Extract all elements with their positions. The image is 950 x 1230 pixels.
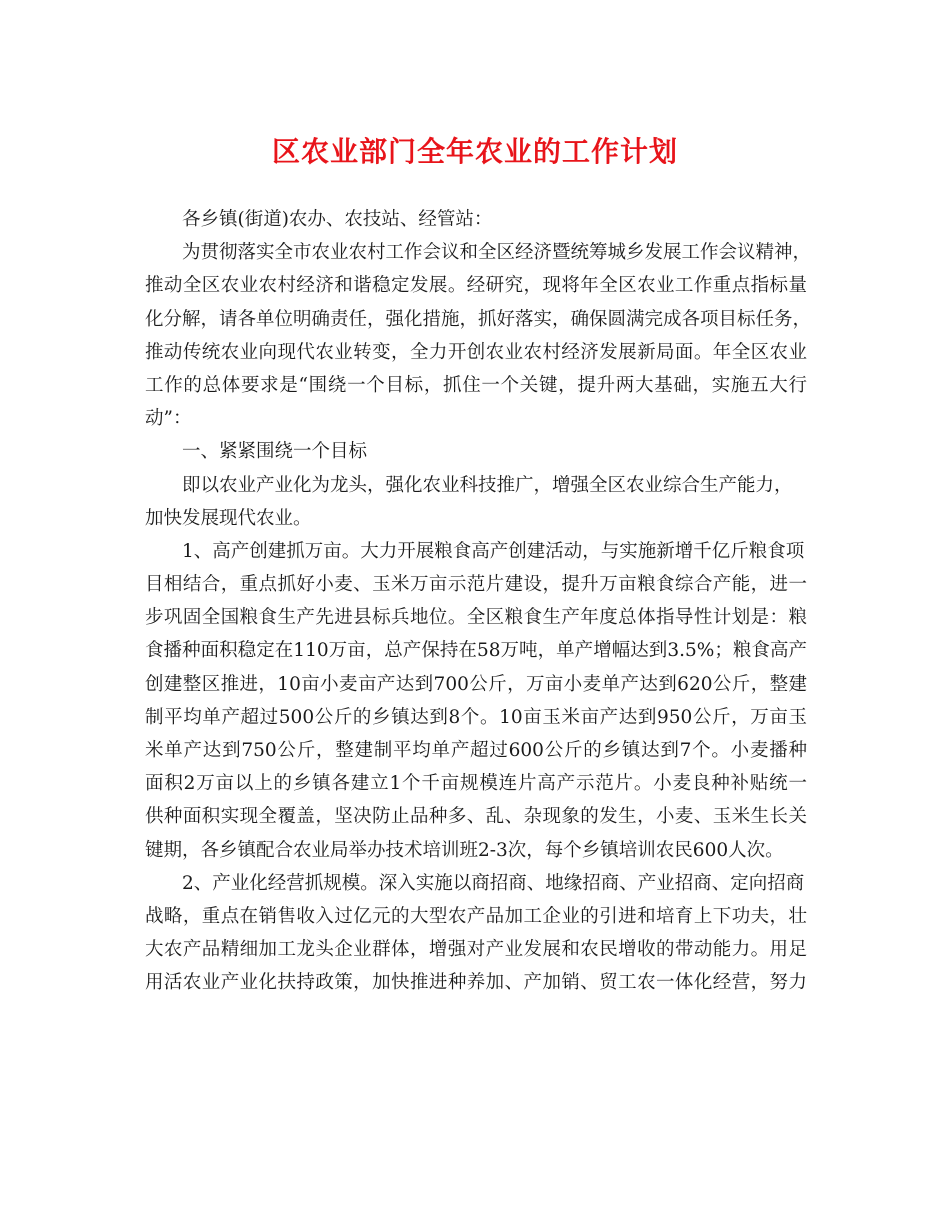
paragraph-line: 动”：	[145, 408, 192, 430]
paragraph-line: 各乡镇(街道)农办、农技站、经管站：	[182, 209, 493, 230]
paragraph-line: 步巩固全国粮食生产先进县标兵地位。全区粮食生产年度总体指导性计划是：粮	[145, 607, 807, 629]
paragraph-line: 米单产达到750公斤，整建制平均单产超过600公斤的乡镇达到7个。小麦播种	[145, 740, 807, 761]
paragraph-line: 化分解，请各单位明确责任，强化措施，抓好落实，确保圆满完成各项目标任务，	[145, 308, 812, 330]
paragraph-line: 供种面积实现全覆盖，坚决防止品种多、乱、杂现象的发生，小麦、玉米生长关	[145, 806, 807, 828]
paragraph-line: 键期，各乡镇配合农业局举办技术培训班2-3次，每个乡镇培训农民600人次。	[145, 839, 784, 861]
paragraph-line: 创建整区推进，10亩小麦亩产达到700公斤，万亩小麦单产达到620公斤，整建	[145, 673, 807, 695]
paragraph-line: 目相结合，重点抓好小麦、玉米万亩示范片建设，提升万亩粮食综合产能，进一	[145, 574, 807, 596]
paragraph-line: 面积2万亩以上的乡镇各建立1个千亩规模连片高产示范片。小麦良种补贴统一	[145, 773, 807, 795]
paragraph-line: 2、产业化经营抓规模。深入实施以商招商、地缘招商、产业招商、定向招商	[182, 872, 805, 894]
paragraph-line: 战略，重点在销售收入过亿元的大型农产品加工企业的引进和培育上下功夫，壮	[145, 905, 807, 927]
paragraph-line: 制平均单产超过500公斤的乡镇达到8个。10亩玉米亩产达到950公斤，万亩玉	[145, 706, 807, 728]
document-body	[145, 203, 812, 1000]
paragraph-line: 用活农业产业化扶持政策，加快推进种养加、产加销、贸工农一体化经营，努力	[145, 972, 807, 994]
paragraph-line: 推动全区农业农村经济和谐稳定发展。经研究，现将年全区农业工作重点指标量	[145, 275, 807, 297]
paragraph-line: 食播种面积稳定在110万亩，总产保持在58万吨，单产增幅达到3.5%；粮食高产	[145, 640, 807, 662]
paragraph-line: 加快发展现代农业。	[145, 507, 312, 529]
paragraph-line: 为贯彻落实全市农业农村工作会议和全区经济暨统筹城乡发展工作会议精神，	[182, 242, 812, 264]
section-heading: 一、紧紧围绕一个目标	[182, 441, 368, 463]
paragraph-line: 1、高产创建抓万亩。大力开展粮食高产创建活动，与实施新增千亿斤粮食项	[182, 540, 805, 562]
document-title: 区农业部门全年农业的工作计划	[271, 135, 678, 168]
paragraph-line: 即以农业产业化为龙头，强化农业科技推广，增强全区农业综合生产能力，	[182, 474, 793, 496]
paragraph-line: 大农产品精细加工龙头企业群体，增强对产业发展和农民增收的带动能力。用足	[145, 939, 807, 961]
paragraph-line: 工作的总体要求是“围绕一个目标，抓住一个关键，提升两大基础，实施五大行	[145, 374, 807, 396]
paragraph-line: 推动传统农业向现代农业转变，全力开创农业农村经济发展新局面。年全区农业	[145, 341, 807, 363]
